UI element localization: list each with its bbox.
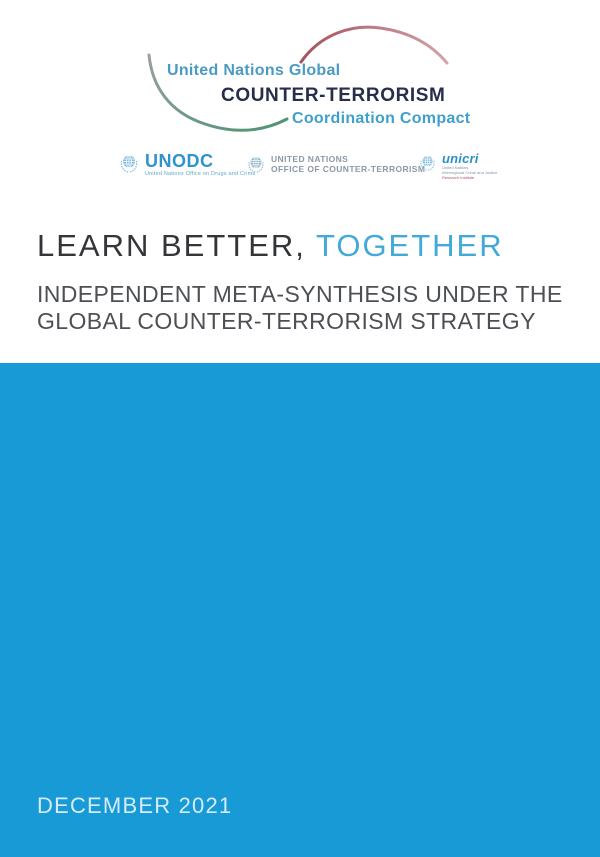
compact-logo-line1: United Nations Global (167, 62, 341, 79)
right-swoosh-arc (301, 27, 447, 63)
compact-logo-line2: COUNTER-TERRORISM (221, 85, 446, 106)
report-title-accent: TOGETHER (315, 228, 504, 263)
header-logo-area (0, 0, 600, 200)
unodc-subtitle: United Nations Office on Drugs and Crime (145, 171, 256, 177)
un-oct-logo (246, 154, 425, 174)
cover-blue-panel (0, 363, 600, 857)
partner-logos-row (0, 148, 600, 192)
compact-logo-line3: Coordination Compact (292, 110, 471, 127)
report-title (37, 226, 570, 266)
unicri-subtitle-line2: Interregional Crime and Justice (442, 170, 498, 175)
report-subtitle-line1: INDEPENDENT META-SYNTHESIS UNDER THE (37, 281, 563, 307)
unodc-logo (118, 152, 256, 177)
oct-name-line1: UNITED NATIONS (271, 154, 349, 164)
unodc-acronym: UNODC (145, 151, 214, 171)
title-section (0, 200, 600, 363)
publication-date: DECEMBER 2021 (37, 793, 233, 818)
unicri-acronym: unicri (442, 151, 479, 166)
un-emblem-icon (118, 152, 140, 174)
report-subtitle (37, 281, 570, 335)
unicri-subtitle-line3: Research Institute (442, 175, 475, 180)
report-title-dark: LEARN BETTER, (37, 228, 306, 263)
oct-name-line2: OFFICE OF COUNTER-TERRORISM (271, 164, 426, 174)
unicri-subtitle-line1: United Nations (442, 165, 469, 170)
report-subtitle-line2: GLOBAL COUNTER-TERRORISM STRATEGY (37, 308, 536, 334)
un-emblem-icon (246, 154, 266, 174)
un-emblem-icon (418, 153, 437, 172)
unicri-logo (418, 153, 497, 180)
